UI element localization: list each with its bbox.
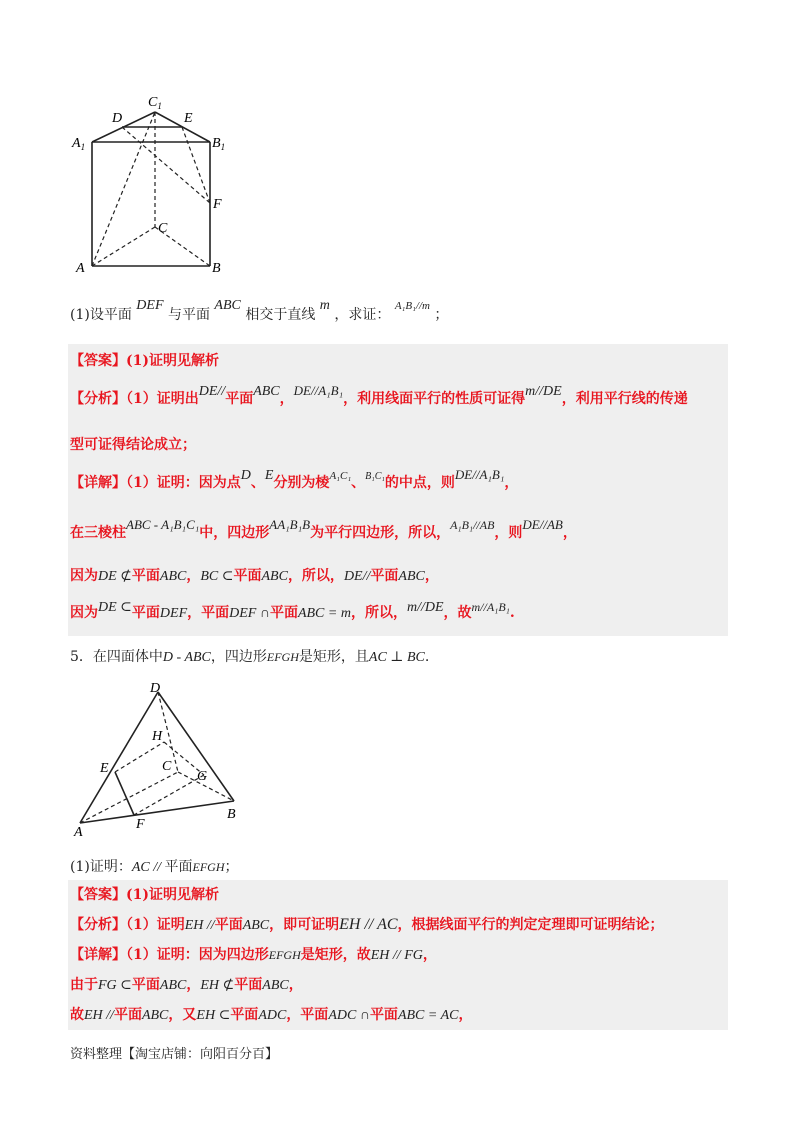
answer1-analysis-cont: 型可证得结论成立； (70, 437, 196, 453)
answer2-detail-1: 【详解】（1）证明：因为四边形EFGH是矩形，故EH // FG， (70, 947, 437, 963)
math-AC-perp-BC: AC ⊥ BC (368, 650, 425, 665)
prism-solid-edges (92, 112, 210, 266)
prism-hidden-edges (92, 112, 210, 266)
answer1-analysis: 【分析】（1）证明出DE//平面ABC，DE//A₁B₁，利用线面平行的性质可证得m//DE，利用平行线的传递 (70, 383, 688, 407)
math-EFGH: EFGH (266, 650, 299, 664)
label-B: B (227, 807, 236, 822)
answer1-detail-4: 因为DE ⊂平面DEF，平面DEF ∩平面ABC = m，所以，m//DE，故m//A₁B₁. (70, 600, 515, 621)
tetra-solid-edges (80, 692, 234, 823)
answer2-detail-2: 由于FG ⊂平面ABC，EH ⊄平面ABC， (70, 977, 303, 993)
math-DE-par: DE// (198, 384, 226, 399)
q-text: 相交于直线 (245, 307, 316, 323)
math-DEF: DEF (136, 298, 164, 313)
label-E: E (100, 761, 109, 776)
answer1-detail-1: 【详解】（1）证明：因为点D、E分别为棱$^{A_1C_1}$、$^{B_1C_1}$的中点，则DE//A₁B₁， (70, 467, 519, 491)
label-C1: $C_1$ (148, 95, 162, 111)
answer1-label: 【答案】(1)证明见解析 (70, 353, 219, 369)
question-5: 5．在四面体中D - ABC，四边形EFGH是矩形，且AC ⊥ BC. (70, 649, 430, 665)
q-text: ； (434, 307, 449, 323)
math-tetrahedron: D - ABC (162, 650, 211, 665)
label-E: E (184, 111, 193, 126)
label-F: F (136, 817, 145, 832)
label-C: C (162, 759, 172, 774)
q-text: ，求证： (334, 307, 391, 323)
tetra-hidden-edges (80, 692, 234, 823)
footer-note: 资料整理【淘宝店铺：向阳百分百】 (70, 1047, 279, 1062)
label-B1: $B_1$ (212, 136, 226, 152)
answer1-detail-3: 因为DE ⊄平面ABC，BC ⊂平面ABC，所以，DE//平面ABC， (70, 568, 439, 584)
label-A: A (74, 825, 83, 840)
q-text: 与平面 (167, 307, 210, 323)
math-ABC: ABC (253, 384, 280, 399)
q-text: (1)设平面 (70, 307, 132, 323)
label-D: D (112, 111, 123, 126)
label-G: G (197, 769, 208, 784)
math-m: m (319, 298, 330, 313)
label-A1: $A_1$ (72, 136, 86, 152)
answer2-detail-3: 故EH //平面ABC，又EH ⊂平面ADC，平面ADC ∩平面ABC = AC， (70, 1007, 473, 1023)
question-part1 (70, 298, 449, 327)
prism-figure (70, 90, 240, 280)
answer2-analysis: 【分析】（1）证明EH //平面ABC，即可证明EH // AC，根据线面平行的判定定理即可证明结论； (70, 916, 664, 933)
label-H: H (152, 729, 163, 744)
math-conclusion: A₁B₁//m (394, 300, 430, 312)
label-D: D (150, 681, 161, 696)
question5-part1: (1)证明：AC // 平面EFGH； (70, 859, 239, 875)
label-F: F (213, 197, 222, 212)
label-B: B (212, 261, 221, 276)
answer1-detail-2: 在三棱柱ABC - A₁B₁C₁中，四边形AA₁B₁B为平行四边形，所以，A₁B₁//AB，则DE//AB， (70, 517, 577, 541)
label-A: A (76, 261, 85, 276)
tetrahedron-figure (70, 680, 250, 840)
answer2-label: 【答案】(1)证明见解析 (70, 887, 219, 903)
math-m-DE: m//DE (525, 384, 562, 399)
math-ABC: ABC (214, 298, 241, 313)
label-C: C (158, 221, 168, 236)
math-DE-A1B1: DE//A₁B₁ (293, 383, 344, 398)
